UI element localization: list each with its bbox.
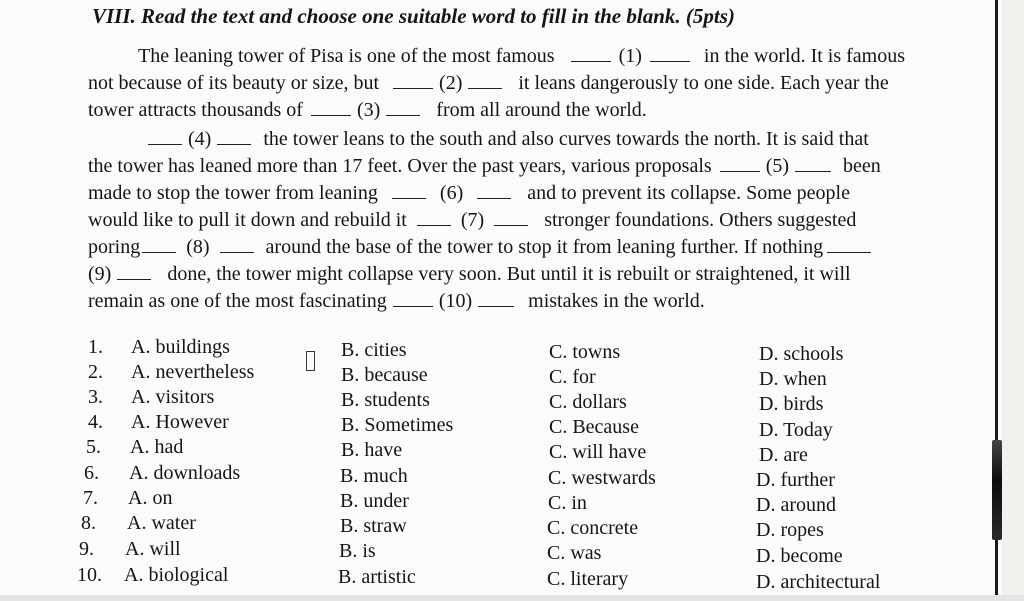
option-d: D. further: [756, 469, 835, 491]
option-a: A. visitors: [131, 386, 215, 408]
option-b: B. cities: [341, 339, 407, 361]
blank-number: (10): [438, 290, 473, 312]
option-c: C. westwards: [548, 467, 656, 489]
option-a: A. had: [130, 436, 184, 458]
question-number: 4.: [88, 411, 103, 433]
question-number: 8.: [81, 512, 96, 534]
option-c: C. was: [547, 542, 602, 564]
passage-text: the tower has leaned more than 17 feet. Over the past years, various proposals: [88, 155, 712, 177]
blank-number: (3): [356, 99, 381, 121]
passage-text: the tower leans to the south and also curves towards the north. It is said that: [263, 128, 869, 150]
blank-number: (5): [765, 155, 790, 177]
option-d: D. birds: [759, 393, 824, 415]
question-number: 2.: [88, 361, 103, 383]
blank-number: (9): [88, 263, 112, 285]
option-b: B. because: [341, 364, 428, 386]
question-number: 5.: [86, 436, 101, 458]
option-b: B. artistic: [338, 566, 416, 588]
passage-text: would like to pull it down and rebuild it: [88, 209, 407, 231]
passage-text: The leaning tower of Pisa is one of the most famous: [138, 45, 555, 67]
passage-text: made to stop the tower from leaning: [88, 182, 378, 204]
passage-text: not because of its beauty or size, but: [88, 72, 380, 94]
option-c: C. literary: [547, 568, 629, 590]
passage-text: mistakes in the world.: [528, 290, 705, 312]
question-number: 3.: [88, 386, 103, 408]
option-a: A. water: [127, 512, 196, 534]
option-d: D. ropes: [756, 519, 824, 541]
option-a: A. However: [131, 411, 229, 433]
passage-text: in the world. It is famous: [703, 45, 906, 67]
option-c: C. dollars: [549, 391, 627, 413]
passage-text: around the base of the tower to stop it from leaning further. If nothing: [265, 236, 824, 258]
passage-text: stronger foundations. Others suggested: [544, 209, 857, 231]
option-d: D. become: [756, 545, 843, 567]
blank-number: (7): [460, 209, 485, 231]
question-number: 1.: [88, 336, 103, 358]
passage-text: poring: [88, 236, 141, 258]
passage-text: it leans dangerously to one side. Each year the: [518, 72, 889, 94]
option-b: B. students: [341, 389, 430, 411]
option-a: A. downloads: [129, 462, 241, 484]
option-a: A. will: [125, 538, 181, 560]
option-c: C. will have: [549, 441, 647, 463]
exercise-heading: VIII. Read the text and choose one suitable word to fill in the blank. (5pts): [92, 4, 735, 28]
option-b: B. have: [341, 439, 403, 461]
option-b: B. straw: [340, 515, 407, 537]
blank-number: (2): [439, 72, 463, 94]
passage-text: done, the tower might collapse very soon. But until it is rebuilt or straightened, it will: [167, 263, 851, 285]
option-d: D. architectural: [756, 571, 881, 593]
question-number: 9.: [79, 538, 94, 560]
option-d: D. Today: [759, 419, 833, 441]
option-b: B. under: [340, 490, 409, 512]
option-b: B. Sometimes: [341, 414, 454, 436]
option-c: C. for: [549, 366, 596, 388]
question-number: 10.: [77, 564, 102, 586]
passage-text: and to prevent its collapse. Some people: [527, 182, 850, 204]
option-c: C. towns: [549, 341, 621, 363]
option-d: D. are: [759, 444, 808, 466]
option-c: C. Because: [549, 416, 639, 438]
option-c: C. in: [548, 492, 587, 514]
passage-text: tower attracts thousands of: [88, 99, 303, 121]
blank-number: (8): [186, 236, 210, 258]
question-number: 6.: [84, 462, 99, 484]
option-a: A. nevertheless: [131, 361, 255, 383]
question-number: 7.: [83, 487, 98, 509]
passage-text: remain as one of the most fascinating: [88, 290, 387, 312]
option-d: D. when: [759, 368, 827, 390]
option-c: C. concrete: [547, 517, 639, 539]
passage-text: from all around the world.: [436, 99, 647, 121]
blank-number: (6): [439, 182, 464, 204]
option-a: A. biological: [124, 564, 229, 586]
blank-number: (1): [618, 45, 642, 67]
passage-text: been: [843, 155, 881, 177]
option-d: D. around: [756, 494, 836, 516]
option-a: A. on: [128, 487, 173, 509]
option-a: A. buildings: [131, 336, 230, 358]
option-b: B. is: [339, 540, 376, 562]
option-b: B. much: [340, 465, 408, 487]
option-d: D. schools: [759, 343, 844, 365]
blank-number: (4): [188, 128, 212, 150]
